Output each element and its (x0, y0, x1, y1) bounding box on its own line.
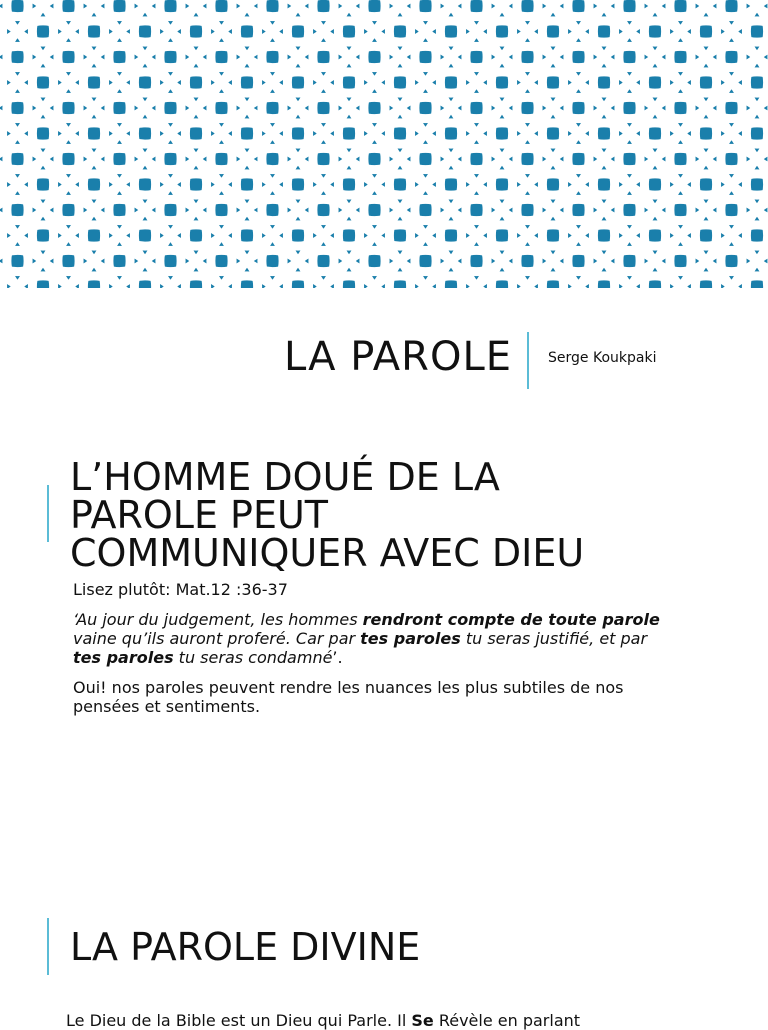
heading-accent-bar (47, 918, 49, 975)
presentation-title: LA PAROLE (283, 334, 512, 380)
title-divider (527, 332, 529, 389)
slide-heading (70, 925, 421, 969)
heading-line: PAROLE PEUT (70, 493, 329, 537)
heading-accent-bar (47, 485, 49, 542)
quote-text: tu seras condamné (173, 648, 333, 667)
heading-line: L’HOMME DOUÉ DE LA (70, 455, 500, 499)
quote-text: tu seras justifié, et par (460, 629, 648, 648)
scripture-quote (73, 610, 663, 667)
quote-closing: ’. (332, 648, 343, 667)
slide-heading (70, 455, 585, 575)
slide-body-paragraph (66, 1011, 766, 1030)
body-emphasis: Se (411, 1011, 434, 1030)
heading-line: COMMUNIQUER AVEC DIEU (70, 531, 585, 575)
body-text: Le Dieu de la Bible est un Dieu qui Parle. Il (66, 1011, 412, 1030)
title-slide (0, 330, 768, 390)
quote-text: vaine qu’ils auront proferé. Car par (73, 629, 361, 648)
quote-emphasis: tes paroles (360, 629, 461, 648)
scripture-reference: Lisez plutôt: Mat.12 :36-37 (73, 580, 288, 599)
quote-emphasis: tes paroles (73, 648, 174, 667)
author-name: Serge Koukpaki (548, 350, 657, 366)
decorative-pattern-banner (0, 0, 768, 288)
body-text: Révèle en parlant (433, 1011, 581, 1030)
heading-line: LA PAROLE DIVINE (70, 925, 421, 969)
remark-paragraph: Oui! nos paroles peuvent rendre les nuances les plus subtiles de nos pensées et sentiments. (73, 678, 624, 716)
quote-text: ‘Au jour du judgement, les hommes (73, 610, 363, 629)
circle-lattice-pattern (0, 0, 768, 288)
pattern-rings (0, 0, 768, 288)
quote-emphasis: rendront compte de toute parole (362, 610, 660, 629)
